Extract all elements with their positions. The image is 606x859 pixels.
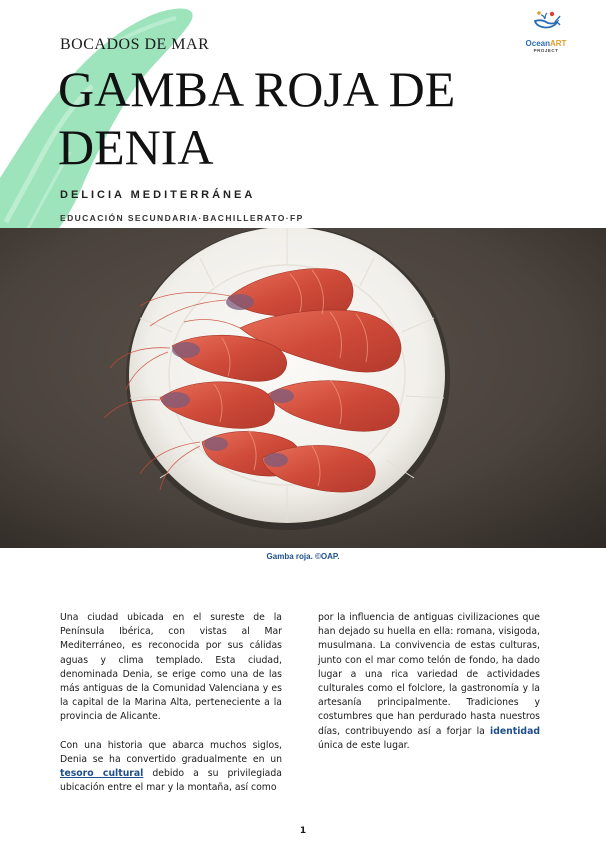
text-column-left (60, 611, 282, 809)
logo-name-art: ART (550, 39, 567, 48)
paragraph-history-text-b: debido a su privilegiada ubicación entre el mar y la montaña, así como (60, 768, 282, 794)
text-column-right (318, 611, 540, 767)
education-levels: EDUCACIÓN SECUNDARIA·BACHILLERATO·FP (60, 213, 304, 223)
page-number: 1 (299, 826, 307, 836)
paragraph-cultures-text-b: única de este lugar. (318, 739, 410, 751)
section-kicker: BOCADOS DE MAR (60, 36, 210, 53)
image-caption: Gamba roja. ©OAP. (266, 552, 340, 561)
page-title: GAMBA ROJA DE DENIA (58, 61, 456, 175)
identidad-highlight: identidad (490, 725, 540, 737)
logo-name (519, 39, 573, 48)
page-subtitle: DELICIA MEDITERRÁNEA (60, 189, 256, 201)
paragraph-history-text-a: Con una historia que abarca muchos siglos, Denia se ha convertido gradualmente en un (60, 739, 282, 765)
paragraph-cultures-text-a: por la influencia de antiguas civilizaciones que han dejado su huella en ella: romana, visigoda, musulmana. La convivencia de estas culturas, junto con el mar como telón de fondo, ha dado lugar a una rica variedad de actividades culturales como el folclore, la gastronomía y la artesanía principalmente. Tradiciones y costumbres que han perdurado hasta nuestros días, contribuyendo así a forjar la (318, 612, 540, 737)
logo-name-ocean: Ocean (525, 39, 550, 48)
tesoro-cultural-link[interactable]: tesoro cultural (60, 768, 144, 780)
shrimp-plate-illustration (0, 228, 606, 548)
ocean-art-logo (519, 10, 573, 54)
red-shrimp-photo (0, 228, 606, 548)
paragraph-history (60, 739, 282, 796)
logo-subtitle: PROJECT (533, 48, 559, 53)
paragraph-intro: Una ciudad ubicada en el sureste de la Península Ibérica, con vistas al Mar Mediterráneo, es reconocida por sus cálidas aguas y clima templado. Esta ciudad, denominada Denia, se erige como una de las más antiguas de la Comunidad Valenciana y es la capital de la Marina Alta, perteneciente a la provincia de Alicante. (60, 612, 282, 723)
paragraph-cultures (318, 611, 540, 753)
whale-icon (531, 10, 561, 34)
